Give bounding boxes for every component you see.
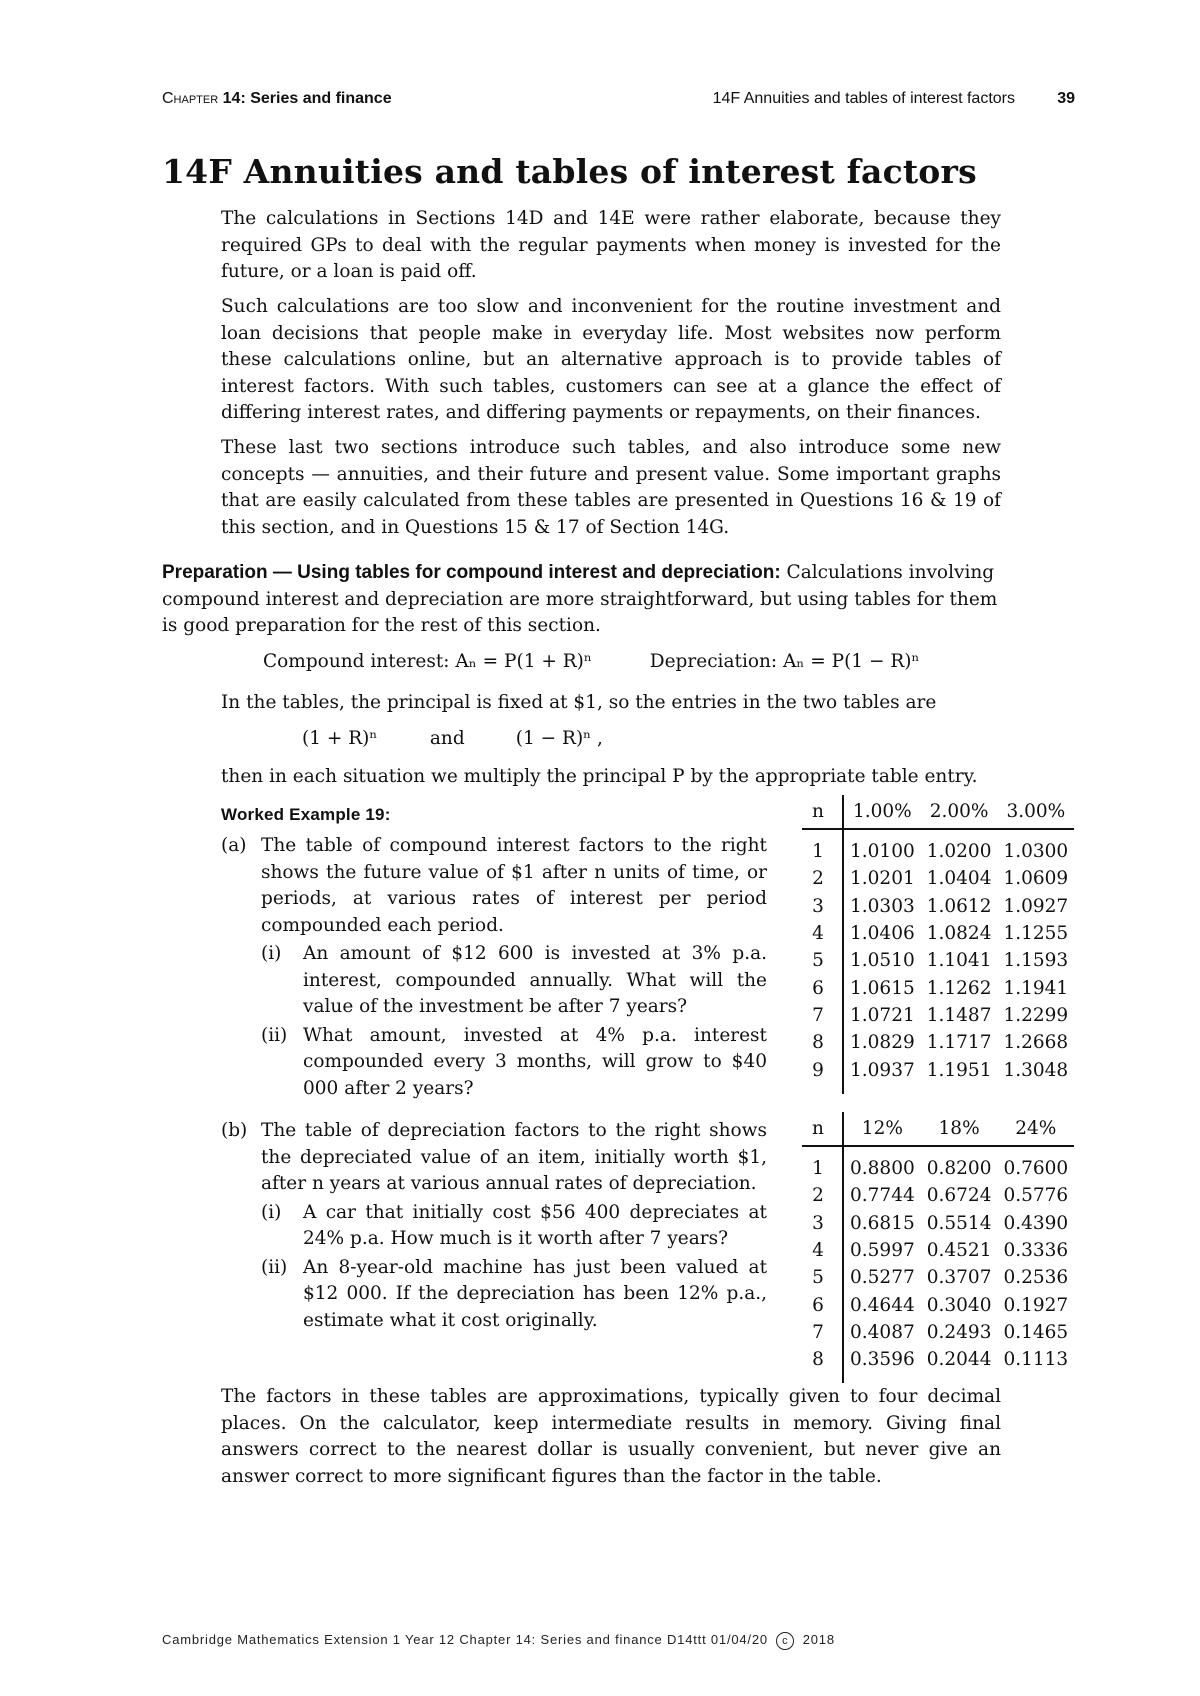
table-cell: 0.4644 [850,1294,915,1316]
table-cell: 0.5997 [850,1240,915,1262]
table-row-index: 7 [802,1002,843,1029]
table-cell: 0.2493 [926,1321,992,1343]
page-footer [162,1632,835,1650]
table-cell: 0.1465 [1003,1321,1069,1343]
table-cell: 1.1951 [926,1059,992,1081]
depreciation-factors-table [802,1112,1074,1383]
table-cell: 0.6724 [926,1185,992,1207]
paragraph-closing: The factors in these tables are approximations, typically given to four decimal places. On the calculator, keep intermediate results in memory. Giving final answers correct to the nearest dollar is usually convenient, but never give an answer correct to more significant figures than the factor in the table. [221,1386,1001,1487]
table-row [802,1346,1074,1373]
table-header-row [802,795,1074,829]
table-cell: 0.8800 [850,1158,915,1180]
table-row [802,1056,1074,1083]
table-cell: 1.0200 [926,841,992,863]
preparation-heading: Preparation — Using tables for compound interest and depreciation: [162,562,781,583]
table-cell: 1.0100 [850,841,915,863]
table-cell: 0.4390 [1003,1212,1069,1234]
table-header-cell: n [802,795,843,829]
question-a-i [261,941,767,1021]
table-row [802,1264,1074,1291]
interest-factors-table [802,795,1074,1094]
table-cell: 0.7600 [1003,1158,1069,1180]
question-b [221,1118,767,1334]
question-b-ii-label: (ii) [261,1256,288,1278]
table-cell: 1.0829 [850,1032,915,1054]
table-row-index: 4 [802,920,843,947]
table-row-index: 2 [802,1182,843,1209]
depreciation-formula: Depreciation: Aₙ = P(1 − R)ⁿ [649,651,920,672]
table-row [802,865,1074,892]
table-cell: 0.2536 [1003,1267,1069,1289]
table-cell: 0.7744 [850,1185,915,1207]
tables-line: In the tables, the principal is fixed at $1, so the entries in the two tables are [221,692,937,713]
table-header-cell: 3.00% [997,795,1074,829]
and-word: and [429,728,465,749]
paragraph-sections: These last two sections introduce such tables, and also introduce some new concepts — annuities, and their future and present value. Some important graphs that are easily calculated from these tables are presented in Questions 16 & 19 of this section, and in Questions 15 & 17 of Section 14G. [221,437,1001,538]
table-cell: 1.0300 [1003,841,1069,863]
table-header-cell: 24% [997,1112,1074,1146]
table-cell: 0.5776 [1003,1185,1069,1207]
table-cell: 1.3048 [1003,1059,1069,1081]
footer-year: 2018 [802,1632,835,1647]
table-row-index: 7 [802,1319,843,1346]
factors-row [302,728,603,749]
table-cell: 0.4087 [850,1321,915,1343]
table-row-index: 6 [802,974,843,1001]
table-row [802,1237,1074,1264]
table-header-cell: 2.00% [921,795,998,829]
question-a-ii-text: What amount, invested at 4% p.a. interest compounded every 3 months, will grow to $40 000 after 2 years? [303,1024,767,1099]
question-b-ii [261,1255,767,1335]
table-row [802,1182,1074,1209]
table-cell: 0.3040 [926,1294,992,1316]
page-number: 39 [1057,90,1075,107]
table-row-index: 3 [802,1210,843,1237]
table-row [802,947,1074,974]
table-row [802,1002,1074,1029]
table-row [802,893,1074,920]
table-cell: 0.1113 [1003,1349,1069,1371]
then-line: then in each situation we multiply the principal P by the appropriate table entry. [221,766,978,787]
question-b-text: The table of depreciation factors to the right shows the depreciated value of an item, initially worth $1, after n years at various annual rates of depreciation. [261,1120,767,1194]
question-b-i [261,1200,767,1253]
question-a-label: (a) [221,835,247,856]
table-cell: 0.5277 [850,1267,915,1289]
table-row-index: 9 [802,1056,843,1083]
table-cell: 1.1262 [926,977,992,999]
table-cell: 1.0721 [850,1004,915,1026]
table-cell: 1.0406 [850,923,915,945]
table-cell: 1.1941 [1003,977,1069,999]
question-a-ii-label: (ii) [261,1024,288,1046]
table-row-index: 3 [802,893,843,920]
table-header-cell: 1.00% [843,795,921,829]
table-row-index: 1 [802,1146,843,1182]
table-cell: 1.0612 [926,895,992,917]
table-cell: 0.5514 [926,1212,992,1234]
paragraph-tables: Such calculations are too slow and inconvenient for the routine investment and loan decisions that people make in everyday life. Most websites now perform these calculations online, but an alternative approach is to provide tables of interest factors. With such tables, customers can see at a glance the effect of differing interest rates, and differing payments or repayments, on their finances. [221,296,1001,423]
chapter-prefix: Chapter [162,90,219,107]
table-cell: 0.2044 [926,1349,992,1371]
table-row-index: 6 [802,1291,843,1318]
table-cell: 0.6815 [850,1212,915,1234]
table-cell: 1.0303 [850,895,915,917]
table-cell: 0.8200 [926,1158,992,1180]
table-cell: 1.0404 [926,868,992,890]
chapter-label [162,90,392,108]
table-row [802,1291,1074,1318]
table-row-index: 5 [802,947,843,974]
question-a-ii [261,1023,767,1103]
footer-text: Cambridge Mathematics Extension 1 Year 12 Chapter 14: Series and finance D14ttt 01/04/20 [162,1632,768,1647]
table-cell: 0.1927 [1003,1294,1069,1316]
table-row-index: 2 [802,865,843,892]
table-cell: 0.4521 [926,1240,992,1262]
table-row [802,1146,1074,1182]
table-cell: 1.2668 [1003,1032,1069,1054]
table-cell: 0.3707 [926,1267,992,1289]
table-row [802,1029,1074,1056]
table-row [802,1319,1074,1346]
compound-formula: Compound interest: Aₙ = P(1 + R)ⁿ [263,651,592,672]
table-cell: 1.0937 [850,1059,915,1081]
table-cell: 1.0609 [1003,868,1069,890]
table-cell: 1.1593 [1003,950,1069,972]
copyright-icon: c [776,1632,794,1650]
table-header-cell: 12% [843,1112,921,1146]
table-row-index: 5 [802,1264,843,1291]
table-row-index: 1 [802,829,843,865]
table-row [802,829,1074,865]
question-b-ii-text: An 8-year-old machine has just been valued at $12 000. If the depreciation has been 12% p.a., estimate what it cost originally. [303,1256,767,1331]
table-cell: 1.0927 [1003,895,1069,917]
formula-row [263,651,972,672]
factor-growth: (1 + R)ⁿ [302,728,378,749]
table-row [802,920,1074,947]
table-cell: 1.0201 [850,868,915,890]
table-row-index: 8 [802,1346,843,1373]
preparation-body: Calculations involving compound interest and depreciation are more straightforward, but using tables for them is good preparation for the rest of this section. [162,562,998,636]
table-cell: 1.0824 [926,923,992,945]
table-row-index: 8 [802,1029,843,1056]
preparation-block [162,560,1002,640]
table-cell: 1.1487 [926,1004,992,1026]
question-a-i-label: (i) [261,943,282,964]
table-cell: 1.2299 [1003,1004,1069,1026]
table-row-index: 4 [802,1237,843,1264]
table-cell: 0.3336 [1003,1240,1069,1262]
table-cell: 1.0615 [850,977,915,999]
section-title: 14F Annuities and tables of interest factors [162,152,977,191]
table-header-row [802,1112,1074,1146]
question-a-text: The table of compound interest factors to the right shows the future value of $1 after n units of time, or periods, at various rates of interest per period compounded each period. [261,835,767,936]
factor-decay: (1 − R)ⁿ , [515,728,603,749]
table-cell: 1.1255 [1003,923,1069,945]
question-b-i-label: (i) [261,1201,282,1223]
table-cell: 1.1717 [926,1032,992,1054]
running-header [162,90,1075,116]
section-label: 14F Annuities and tables of interest factors [712,90,1015,107]
question-a [221,833,767,1102]
question-a-i-text: An amount of $12 600 is invested at 3% p.a. interest, compounded annually. What will the value of the investment be after 7 years? [303,943,767,1017]
paragraph-intro: The calculations in Sections 14D and 14E were rather elaborate, because they required GPs to deal with the regular payments when money is invested for the future, or a loan is paid off. [221,208,1001,282]
question-b-i-text: A car that initially cost $56 400 depreciates at 24% p.a. How much is it worth after 7 years? [303,1201,767,1249]
table-header-cell: 18% [921,1112,998,1146]
table-cell: 1.0510 [850,950,915,972]
table-cell: 0.3596 [850,1349,915,1371]
table-cell: 1.1041 [926,950,992,972]
question-b-label: (b) [221,1120,248,1141]
table-row [802,974,1074,1001]
table-header-cell: n [802,1112,843,1146]
chapter-title: 14: Series and finance [222,90,392,107]
worked-example-title: Worked Example 19: [221,805,391,824]
table-row [802,1210,1074,1237]
